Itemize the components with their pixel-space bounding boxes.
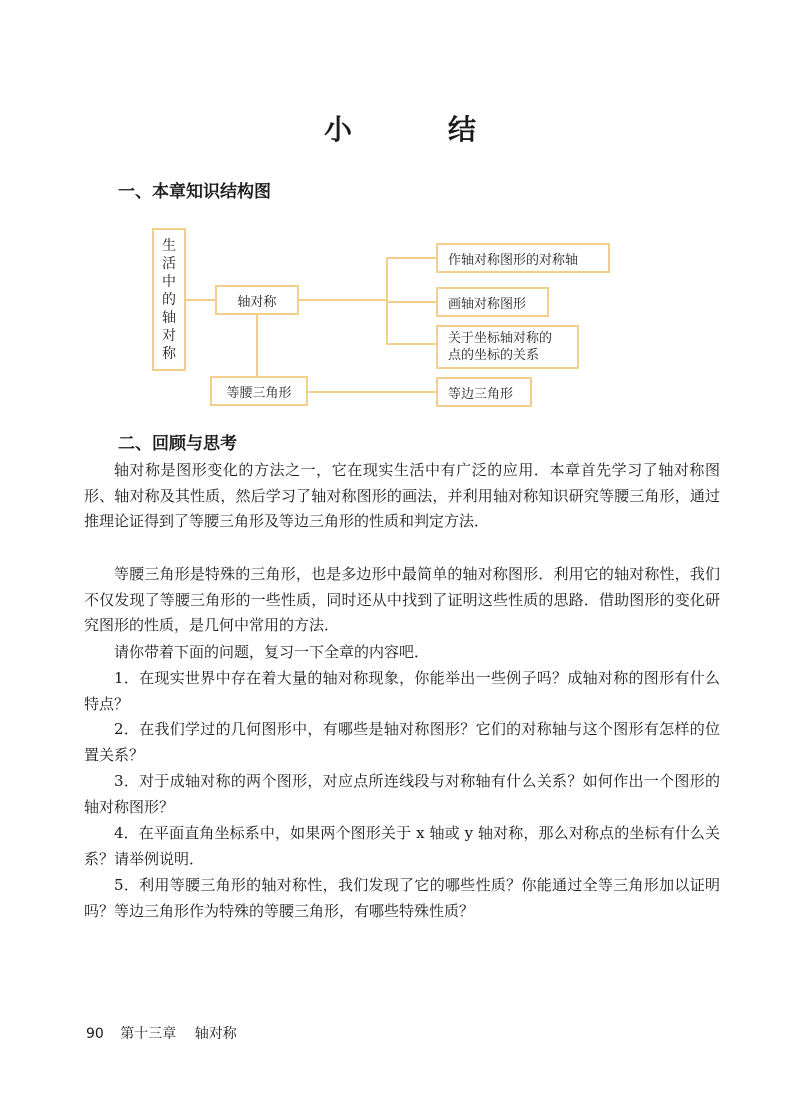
review-question-5: 5．利用等腰三角形的轴对称性，我们发现了它的哪些性质？你能通过全等三角形加以证明吗？等边三角形作为特殊的等腰三角形，有哪些特殊性质？: [84, 876, 720, 920]
box-equilateral-triangle: 等边三角形: [436, 377, 532, 407]
page-number: 90: [86, 1026, 104, 1042]
knowledge-structure-diagram: [0, 0, 800, 420]
review-question-2: 2．在我们学过的几何图形中，有哪些是轴对称图形？它们的对称轴与这个图形有怎样的位置关系？: [84, 720, 720, 764]
root-char: 称: [162, 345, 176, 362]
connector-to-b2: [386, 301, 436, 303]
box-draw-symmetry-axis: 作轴对称图形的对称轴: [436, 243, 610, 273]
box-coordinate-relation: [436, 325, 579, 369]
root-char: 中: [162, 273, 176, 290]
review-paragraph-1: 轴对称是图形变化的方法之一，它在现实生活中有广泛的应用．本章首先学习了轴对称图形、轴对称及其性质，然后学习了轴对称图形的画法，并利用轴对称知识研究等腰三角形，通过推理论证得到了等腰三角形及等边三角形的性质和判定方法．: [84, 461, 720, 530]
branch3-line1: 关于坐标轴对称的: [448, 331, 553, 346]
root-char: 活: [162, 255, 176, 272]
box-life-symmetry: [152, 228, 186, 371]
box-isosceles-triangle: 等腰三角形: [210, 376, 308, 406]
page-title: 小 结: [323, 113, 510, 146]
root-char: 对: [162, 327, 176, 344]
section-heading-review: 二、回顾与思考: [118, 434, 237, 454]
review-paragraph-3: 请你带着下面的问题，复习一下全章的内容吧．: [114, 643, 430, 661]
chapter-title: 轴对称: [194, 1026, 237, 1042]
root-char: 生: [162, 237, 176, 254]
review-question-3: 3．对于成轴对称的两个图形，对应点所连线段与对称轴有什么关系？如何作出一个图形的轴对称图形？: [84, 772, 720, 816]
review-question-1: 1．在现实世界中存在着大量的轴对称现象，你能举出一些例子吗？成轴对称的图形有什么特点？: [84, 669, 720, 713]
review-question-4: 4．在平面直角坐标系中，如果两个图形关于 x 轴或 y 轴对称，那么对称点的坐标有什么关系？请举例说明．: [84, 824, 720, 868]
connector-root-axis: [186, 299, 215, 301]
page-footer: [86, 1023, 237, 1043]
chapter-label: 第十三章: [120, 1026, 177, 1042]
connector-iso-b4: [308, 391, 436, 393]
section-heading-structure: 一、本章知识结构图: [118, 182, 271, 202]
connector-axis-iso: [256, 315, 258, 376]
root-char: 的: [162, 291, 176, 308]
connector-to-b1: [386, 257, 436, 259]
connector-axis-branch: [299, 299, 387, 301]
box-axis-symmetry: 轴对称: [215, 285, 299, 315]
branch3-line2: 点的坐标的关系: [448, 348, 540, 363]
box-draw-symmetric-figure: 画轴对称图形: [436, 287, 549, 317]
connector-to-b3: [386, 343, 436, 345]
review-paragraph-2: 等腰三角形是特殊的三角形，也是多边形中最简单的轴对称图形．利用它的轴对称性，我们不仅发现了等腰三角形的一些性质，同时还从中找到了证明这些性质的思路．借助图形的变化研究图形的性质，是几何中常用的方法．: [84, 565, 720, 634]
root-char: 轴: [162, 309, 176, 326]
